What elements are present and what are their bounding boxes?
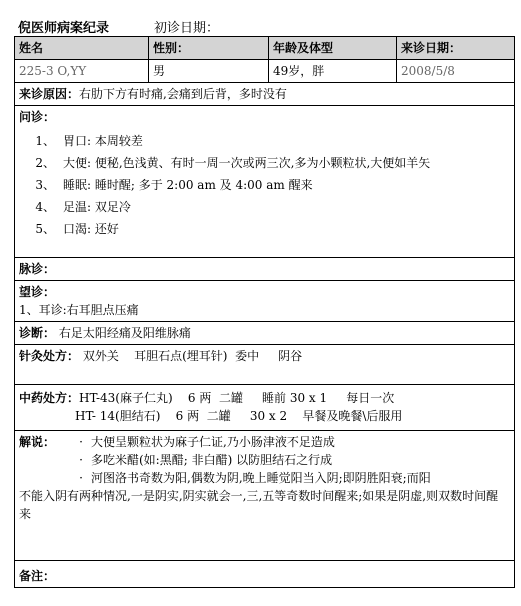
pulse-label: 脉诊：: [15, 258, 515, 281]
inspection-row: [15, 281, 515, 322]
record-title: 倪医师病案纪录: [18, 21, 110, 36]
explanation-label: 解说：: [19, 435, 56, 449]
list-item: 4、 足温: 双足冷: [35, 200, 131, 214]
patient-age-build: 49岁，胖: [269, 60, 397, 83]
herbal-line-2: HT- 14(胆结石) 6 两 二罐 30 x 2 早餐及晚餐\后服用: [75, 409, 403, 423]
inquiry-label: 问诊：: [19, 110, 56, 124]
name-header: 姓名: [15, 37, 149, 60]
age-build-header: 年龄及体型: [269, 37, 397, 60]
reason-label: 来诊原因：: [19, 87, 80, 101]
first-visit-date-label: 初诊日期：: [154, 21, 220, 36]
reason-row: [15, 83, 515, 106]
diagnosis-row: [15, 322, 515, 345]
list-item: 1、 胃口: 本周较差: [35, 134, 143, 148]
sex-header: 性别：: [149, 37, 269, 60]
patient-sex: 男: [149, 60, 269, 83]
inquiry-row: [15, 106, 515, 258]
patient-row: [15, 60, 515, 83]
inquiry-list: [19, 130, 510, 240]
inspection-label: 望诊：: [19, 285, 56, 299]
remarks-row: [15, 561, 515, 588]
bullet-icon: ·: [79, 435, 83, 449]
acupuncture-text: 双外关 耳胆石点(埋耳针) 委中 阴谷: [82, 349, 303, 363]
bullet-icon: ·: [79, 453, 83, 467]
explanation-continuation: 不能入阴有两种情况,一是阴实,阴实就会一,三,五等奇数时间醒来;如果是阴虚,则双数时间醒来: [19, 489, 499, 521]
column-header-row: [15, 37, 515, 60]
acupuncture-label: 针灸处方：: [19, 349, 80, 363]
remarks-label: 备注：: [15, 561, 515, 588]
acupuncture-row: [15, 345, 515, 385]
list-item: 5、 口渴: 还好: [35, 222, 119, 236]
list-item: · 多吃米醋(如:黑醋; 非白醋) 以防胆结石之行成: [19, 451, 510, 469]
list-item: 解说： · 大便呈颗粒状为麻子仁证,乃小肠津液不足造成: [19, 435, 335, 449]
record-header: [14, 14, 514, 36]
explanation-row: [15, 431, 515, 561]
herbal-line-1: HT-43(麻子仁丸) 6 两 二罐 睡前 30 x 1 每日一次: [79, 391, 395, 405]
pulse-row: [15, 258, 515, 281]
diagnosis-label: 诊断：: [19, 326, 56, 340]
bullet-icon: ·: [79, 471, 83, 485]
list-item: 2、 大便: 便秘,色浅黄、有时一周一次或两三次,多为小颗粒状,大便如羊矢: [35, 156, 431, 170]
list-item: · 河图洛书奇数为阳,偶数为阴,晚上睡觉阳当入阴;即阴胜阳衰;而阳: [19, 469, 510, 487]
patient-visit-date: 2008/5/8: [397, 60, 515, 83]
visit-date-header: 来诊日期：: [397, 37, 515, 60]
diagnosis-text: 右足太阳经痛及阳维脉痛: [58, 326, 191, 340]
medical-record-table: [14, 36, 515, 588]
reason-text: 右肋下方有时痛,会痛到后背，多时没有: [79, 87, 287, 101]
patient-id: 225-3 O,YY: [15, 60, 149, 83]
herbal-label: 中药处方：: [19, 391, 80, 405]
list-item: 3、 睡眠: 睡时醒; 多于 2:00 am 及 4:00 am 醒来: [35, 178, 313, 192]
inspection-text: 1、耳诊:右耳胆点压痛: [19, 303, 139, 317]
herbal-row: [15, 385, 515, 431]
